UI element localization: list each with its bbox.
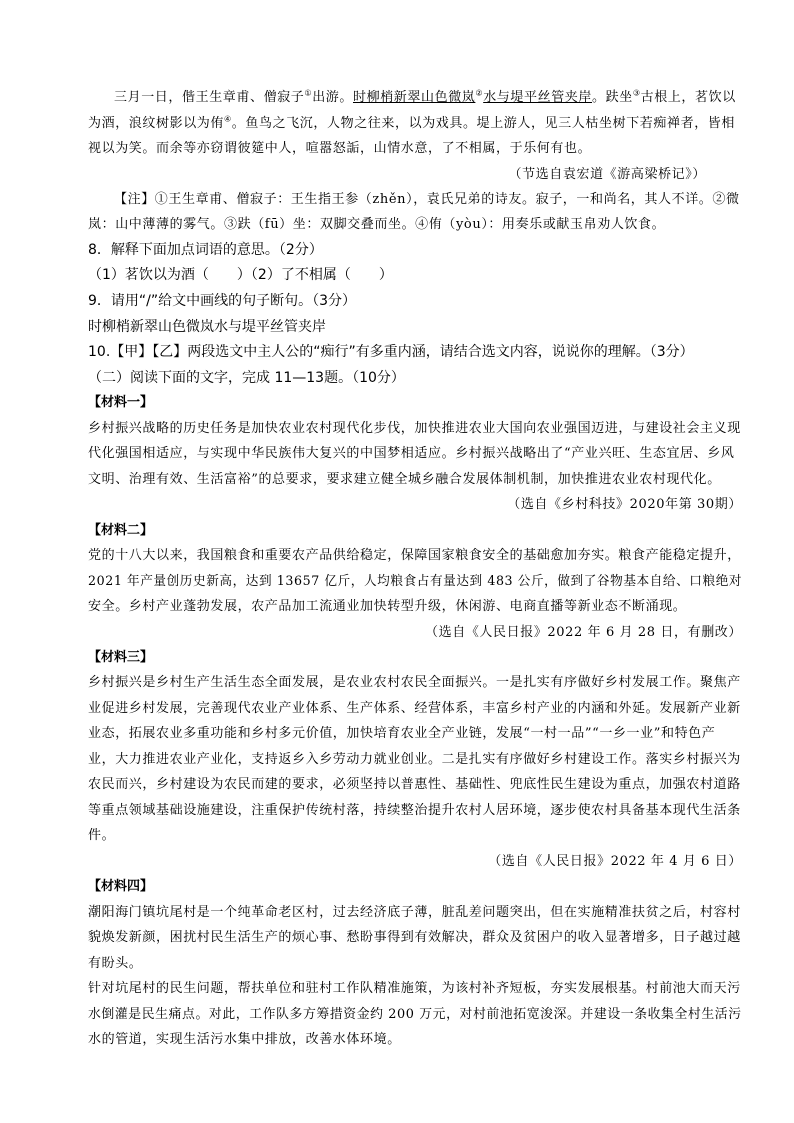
material-2-line: 2021 年产量创历史新高，达到 13657 亿斤，人均粮食占有量达到 483 公斤，做到了谷物基本自给、口粮绝对 bbox=[88, 574, 743, 589]
material-3-heading: 【材料三】 bbox=[88, 650, 154, 665]
footnote-marker: ② bbox=[475, 88, 484, 98]
material-1-line: 代化强国相适应，与实现中华民族伟大复兴的中国梦相适应。乡村振兴战略出了“产业兴旺、生态宜居、乡风 bbox=[88, 446, 735, 461]
question-8: 8．解释下面加点词语的意思。（2分） bbox=[88, 242, 323, 258]
question-9: 9．请用“/”给文中画线的句子断句。（3分） bbox=[88, 293, 357, 309]
passage-text: 出游。 bbox=[312, 90, 353, 105]
material-4-line: 针对坑尾村的民生问题，帮扶单位和驻村工作队精准施策，为该村补齐短板，夯实发展根基。村前池大而天污 bbox=[88, 981, 741, 996]
passage-line-3: 视以为笑。而余等亦窃谓彼筵中人，喧嚣怒詬，山情水意，了不相属，于乐何有也。 bbox=[88, 141, 592, 156]
material-3-line: 业促进乡村发展，完善现代农业产业体系、生产体系、经营体系，丰富乡村产业的内涵和外延。发展新产业新 bbox=[88, 701, 741, 716]
material-3-line: 乡村振兴是乡村生产生活生态全面发展，是农业农村农民全面振兴。一是扎实有序做好乡村发展工作。聚焦产 bbox=[88, 675, 741, 690]
material-4-heading: 【材料四】 bbox=[88, 879, 154, 894]
material-4-line: 水倒灌是民生痛点。对此，工作队多方筹措资金约 200 万元，对村前池拓宽浚深。并建设一条收集全村生活污 bbox=[88, 1007, 742, 1022]
material-3-line: 业态，拓展农业多重功能和乡村多元价值，加快培育农业全产业链，发展“一村一品”“一乡一业”和特色产 bbox=[88, 726, 716, 741]
passage-text: 。鱼鸟之飞沉，人物之往来，以为戏具。堤上游人，见三人枯坐树下若痴禅者，皆相 bbox=[231, 116, 735, 131]
material-1-line: 乡村振兴战略的历史任务是加快农业农村现代化步伐，加快推进农业大国向农业强国迈进，与建设社会主义现 bbox=[88, 421, 741, 436]
material-3-line: 业，大力推进农业产业化，支持返乡入乡劳动力就业创业。二是扎实有序做好乡村建设工作。落实乡村振兴为 bbox=[88, 752, 741, 767]
passage-text: 。趺坐 bbox=[592, 90, 633, 105]
material-1-source: （选自《乡村科技》2020年第 30期） bbox=[507, 497, 742, 512]
footnote-marker: ③ bbox=[632, 88, 641, 98]
part-2-heading: （二）阅读下面的文字，完成 11—13题。（10分） bbox=[88, 370, 405, 386]
material-4-line: 有盼头。 bbox=[88, 956, 143, 971]
material-1-heading: 【材料一】 bbox=[88, 395, 154, 410]
note-line-2: 岚：山中薄薄的雾气。③趺（fū）坐：双脚交叠而坐。④侑（yòu）：用奏乐或献玉帛劝人饮食。 bbox=[88, 217, 666, 232]
material-2-line: 安全。乡村产业蓬勃发展，农产品加工流通业加快转型升级，休闲游、电商直播等新业态不断涌现。 bbox=[88, 599, 687, 614]
passage-line-2 bbox=[88, 114, 735, 134]
material-4-line: 潮阳海门镇坑尾村是一个纯革命老区村，过去经济底子薄，脏乱差问题突出，但在实施精准扶贫之后，村容村 bbox=[88, 905, 741, 920]
question-9-sentence: 时柳梢新翠山色微岚水与堤平丝管夹岸 bbox=[88, 319, 326, 335]
material-3-line: 农民而兴，乡村建设为农民而建的要求，必须坚持以普惠性、基础性、兜底性民生建设为重点，加强农村道路 bbox=[88, 777, 741, 792]
material-3-line: 件。 bbox=[88, 828, 116, 843]
material-1-line: 文明、治理有效、生活富裕”的总要求，要求建立健全城乡融合发展体制机制，加快推进农业农村现代化。 bbox=[88, 472, 721, 487]
material-3-source: （选自《人民日报》2022 年 4 月 6 日） bbox=[488, 854, 742, 869]
underlined-sentence: 时柳梢新翠山色微岚 bbox=[353, 90, 476, 105]
note-line-1: 【注】①王生章甫、僧寂子：王生指王参（zhěn），袁氏兄弟的诗友。寂子，一和尚名，其人不详。②微 bbox=[114, 192, 740, 207]
passage-text: 三月一日，偕王生章甫、僧寂子 bbox=[114, 90, 305, 105]
underlined-sentence: 水与堤平丝管夹岸 bbox=[483, 90, 592, 105]
footnote-marker: ④ bbox=[224, 114, 232, 124]
material-4-line: 水的管道，实现生活污水集中排放，改善水体环境。 bbox=[88, 1032, 401, 1047]
question-10: 10.【甲】【乙】两段选文中主人公的“痴行”有多重内涵，请结合选文内容，说说你的理解。（3分） bbox=[88, 344, 694, 360]
material-2-line: 党的十八大以来，我国粮食和重要农产品供给稳定，保障国家粮食安全的基础愈加夯实。粮食产能稳定提升， bbox=[88, 548, 741, 563]
passage-source: （节选自袁宏道《游高梁桥记》） bbox=[508, 167, 706, 182]
passage-text: 古根上，茗饮以 bbox=[640, 90, 736, 105]
passage-line-1 bbox=[114, 88, 736, 108]
footnote-marker: ① bbox=[304, 88, 313, 98]
question-8-items: （1）茗饮以为酒（ ）（2）了不相属（ ） bbox=[88, 267, 393, 283]
material-4-line: 貌焕发新颜，困扰村民生活生产的烦心事、愁盼事得到有效解决，群众及贫困户的收入显著增多，日子越过越 bbox=[88, 930, 741, 945]
material-2-source: （选自《人民日报》2022 年 6 月 28 日，有删改） bbox=[425, 625, 742, 640]
material-2-heading: 【材料二】 bbox=[88, 523, 154, 538]
material-3-line: 等重点领域基础设施建设，注重保护传统村落，持续整治提升农村人居环境，逐步使农村具备基本现代生活条 bbox=[88, 803, 741, 818]
passage-text: 为酒，浪纹树影以为侑 bbox=[88, 116, 225, 131]
